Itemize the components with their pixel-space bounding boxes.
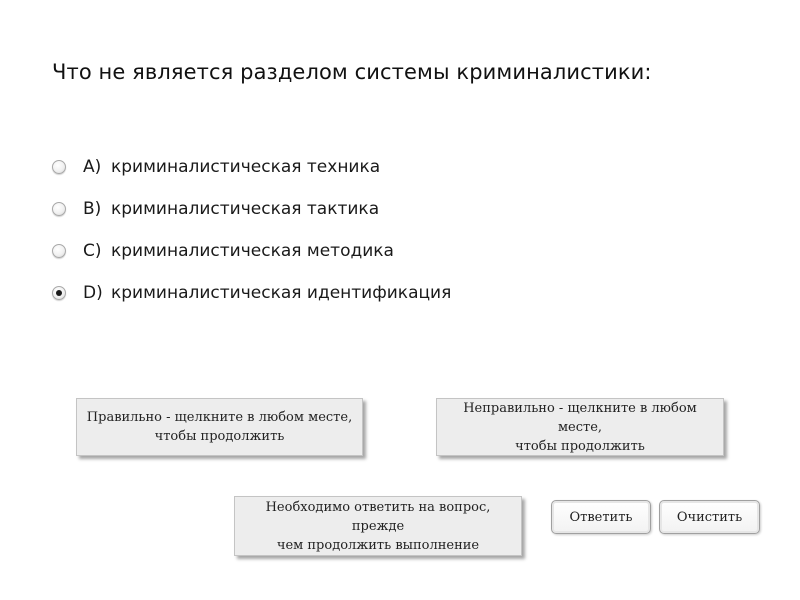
radio-button-b[interactable] xyxy=(52,202,66,216)
radio-button-a[interactable] xyxy=(52,160,66,174)
option-label: криминалистическая техника xyxy=(111,157,381,177)
feedback-text: чем продолжить выполнение xyxy=(276,537,480,553)
submit-button[interactable]: Ответить xyxy=(551,500,651,534)
option-letter: B) xyxy=(83,199,102,219)
radio-button-d[interactable] xyxy=(52,286,66,300)
option-label: криминалистическая идентификация xyxy=(111,283,452,303)
option-letter: C) xyxy=(83,241,102,261)
option-letter: A) xyxy=(83,157,102,177)
answer-required-box xyxy=(234,496,522,556)
option-c[interactable] xyxy=(52,230,451,272)
clear-button[interactable]: Очистить xyxy=(659,500,760,534)
answer-options xyxy=(52,146,451,314)
feedback-text: чтобы продолжить xyxy=(515,438,645,454)
radio-button-c[interactable] xyxy=(52,244,66,258)
correct-feedback-box[interactable] xyxy=(76,398,363,456)
feedback-text: Правильно - щелкните в любом месте, xyxy=(86,410,353,425)
option-letter: D) xyxy=(83,283,103,303)
option-label: криминалистическая тактика xyxy=(111,199,380,219)
option-a[interactable] xyxy=(52,146,451,188)
option-d[interactable] xyxy=(52,272,451,314)
incorrect-feedback-box[interactable] xyxy=(436,398,724,456)
option-label: криминалистическая методика xyxy=(111,241,394,261)
feedback-text: Неправильно - щелкните в любом месте, xyxy=(463,400,697,435)
option-b[interactable] xyxy=(52,188,451,230)
question-text: Что не является разделом системы криминалистики: xyxy=(52,60,652,84)
feedback-text: Необходимо ответить на вопрос, прежде xyxy=(265,499,491,534)
feedback-text: чтобы продолжить xyxy=(154,429,285,444)
